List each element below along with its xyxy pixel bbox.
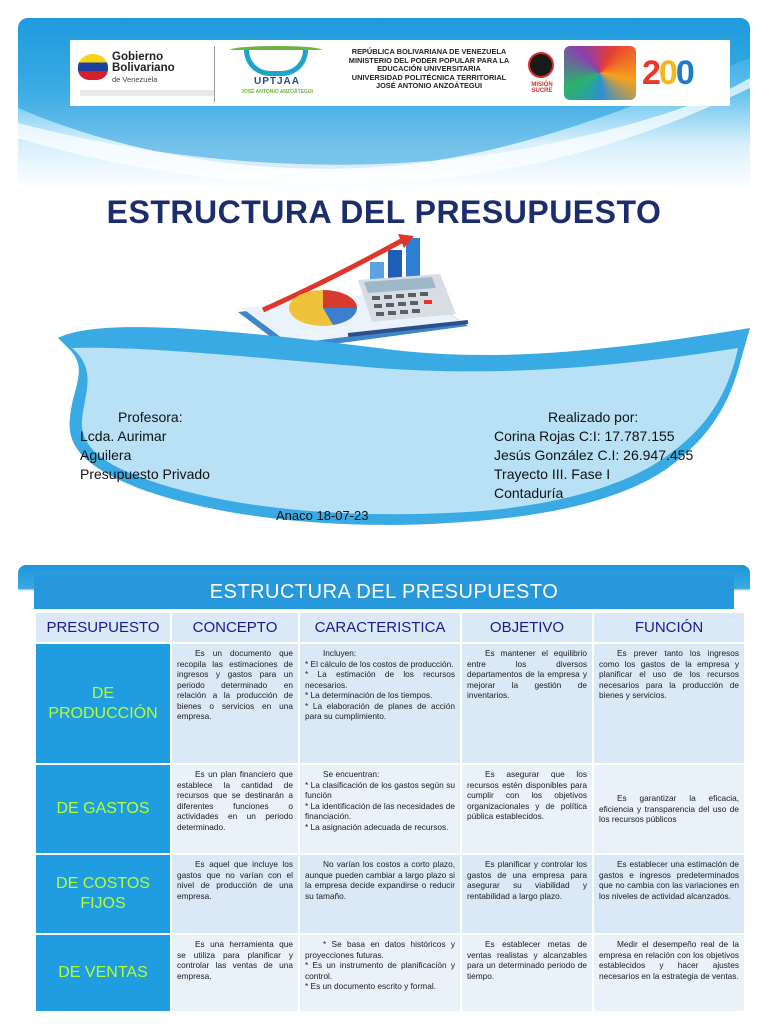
row-category: DE VENTAS	[36, 935, 170, 1011]
cell-objetivo: Es establecer metas de ventas realistas y alcanzables para un determinado periodo de tiempo.	[462, 935, 592, 1011]
anniversary-digit: 0	[658, 54, 676, 92]
budget-structure-table	[34, 611, 746, 1013]
profesora-heading: Profesora:	[118, 409, 183, 425]
table-row	[36, 765, 744, 853]
institution-line: EDUCACIÓN UNIVERSITARIA	[377, 64, 481, 74]
cell-objetivo: Es asegurar que los recursos estén disponibles para cumplir con los objetivos organizacionales y de política pública establecidos.	[462, 765, 592, 853]
gobierno-line3: de Venezuela	[112, 75, 158, 84]
cell-concepto: Es una herramienta que se utiliza para planificar y controlar las ventas de una empresa.	[172, 935, 298, 1011]
realizado-line: Contaduría	[494, 485, 564, 501]
profesora-info	[80, 408, 210, 484]
institution-line: MINISTERIO DEL PODER POPULAR PARA LA	[348, 55, 510, 65]
uptjaa-name: UPTJAA	[253, 76, 300, 87]
gobierno-line1: Gobierno	[112, 51, 164, 63]
cell-caracteristica: * Se basa en datos históricos y proyecciones futuras. * Es un instrumento de planificación y control. * Es un documento escrito y formal.	[300, 935, 460, 1011]
cell-objetivo: Es planificar y controlar los gastos de una empresa para asegurar su viabilidad y rentabilidad a largo plazo.	[462, 855, 592, 933]
cell-funcion: Es prever tanto los ingresos como los gastos de la empresa y planificar el uso de los recursos necesarios para la producción de bienes y servicios.	[594, 644, 744, 763]
row-category: DE COSTOS FIJOS	[36, 855, 170, 933]
cell-funcion: Medir el desempeño real de la empresa en relación con los objetivos establecidos y hacer ajustes necesarios en la estrategia de ventas.	[594, 935, 744, 1011]
cell-concepto: Es aquel que incluye los gastos que no varían con el nivel de producción de una empresa.	[172, 855, 298, 933]
profesora-line: Aguilera	[80, 447, 132, 463]
realizado-line: Corina Rojas C:I: 17.787.155	[494, 428, 675, 444]
institution-line: JOSÉ ANTONIO ANZOÁTEGUI	[375, 81, 483, 91]
anniversary-digit: 2	[642, 54, 659, 92]
cell-caracteristica: No varían los costos a corto plazo, aunque pueden cambiar a largo plazo si la empresa decide expandirse o reducir su tamaño.	[300, 855, 460, 933]
table-slide	[18, 565, 750, 1035]
cell-concepto: Es un documento que recopila las estimaciones de ingresos y gastos para un periodo determinado en relación a la producción de bienes o servicios en una empresa.	[172, 644, 298, 763]
row-category: DE PRODUCCIÓN	[36, 644, 170, 763]
table-row	[36, 935, 744, 1011]
profesora-line: Presupuesto Privado	[80, 466, 210, 482]
realizado-info	[494, 408, 693, 503]
anniversary-digit: 0	[675, 54, 693, 92]
row-category: DE GASTOS	[36, 765, 170, 853]
table-header-row	[36, 613, 744, 642]
table-row	[36, 644, 744, 763]
cell-caracteristica: Incluyen: * El cálculo de los costos de producción. * La estimación de los recursos necesarios. * La determinación de los tiempos. * La elaboración de planes de acción para su cumplimiento.	[300, 644, 460, 763]
gobierno-line2: Bolivariano	[112, 62, 175, 74]
cell-funcion: Es garantizar la eficacia, eficiencia y transparencia del uso de los recursos públicos	[594, 765, 744, 853]
cover-slide	[18, 18, 750, 538]
realizado-line: Jesús González C.I: 26.947.455	[494, 447, 694, 463]
realizado-line: Trayecto III. Fase I	[494, 466, 611, 482]
realizado-heading: Realizado por:	[548, 409, 639, 425]
uptjaa-subtitle: JOSÉ ANTONIO ANZOÁTEGUI	[241, 89, 313, 95]
institution-line: UNIVERSIDAD POLITÉCNICA TERRITORIAL	[351, 72, 507, 82]
cell-funcion: Es establecer una estimación de gastos e ingresos predeterminados que no cambia con las variaciones en los niveles de actividad alcanzados.	[594, 855, 744, 933]
header-funcion: FUNCIÓN	[594, 613, 744, 642]
table-row	[36, 855, 744, 933]
profesora-line: Lcda. Aurimar	[80, 428, 167, 444]
table-title: ESTRUCTURA DEL PRESUPUESTO	[34, 575, 734, 609]
place-date: Anaco 18-07-23	[276, 508, 369, 523]
header-objetivo: OBJETIVO	[462, 613, 592, 642]
mision-sucre-label: MISIÓN SUCRE	[531, 82, 553, 94]
header-caracteristica: CARACTERISTICA	[300, 613, 460, 642]
institution-line: REPÚBLICA BOLIVARIANA DE VENEZUELA	[351, 47, 507, 56]
header-concepto: CONCEPTO	[172, 613, 298, 642]
cell-caracteristica: Se encuentran: * La clasificación de los gastos según su función * La identificación de las necesidades de financiación. * La asignación adecuada de recursos.	[300, 765, 460, 853]
header-presupuesto: PRESUPUESTO	[36, 613, 170, 642]
cell-concepto: Es un plan financiero que establece la cantidad de recursos que se destinarán a diferentes funciones o actividades en un periodo determinado.	[172, 765, 298, 853]
cell-objetivo: Es mantener el equilibrio entre los diversos departamentos de la empresa y mejorar la gestión de inventarios.	[462, 644, 592, 763]
cover-title: ESTRUCTURA DEL PRESUPUESTO	[106, 194, 662, 230]
